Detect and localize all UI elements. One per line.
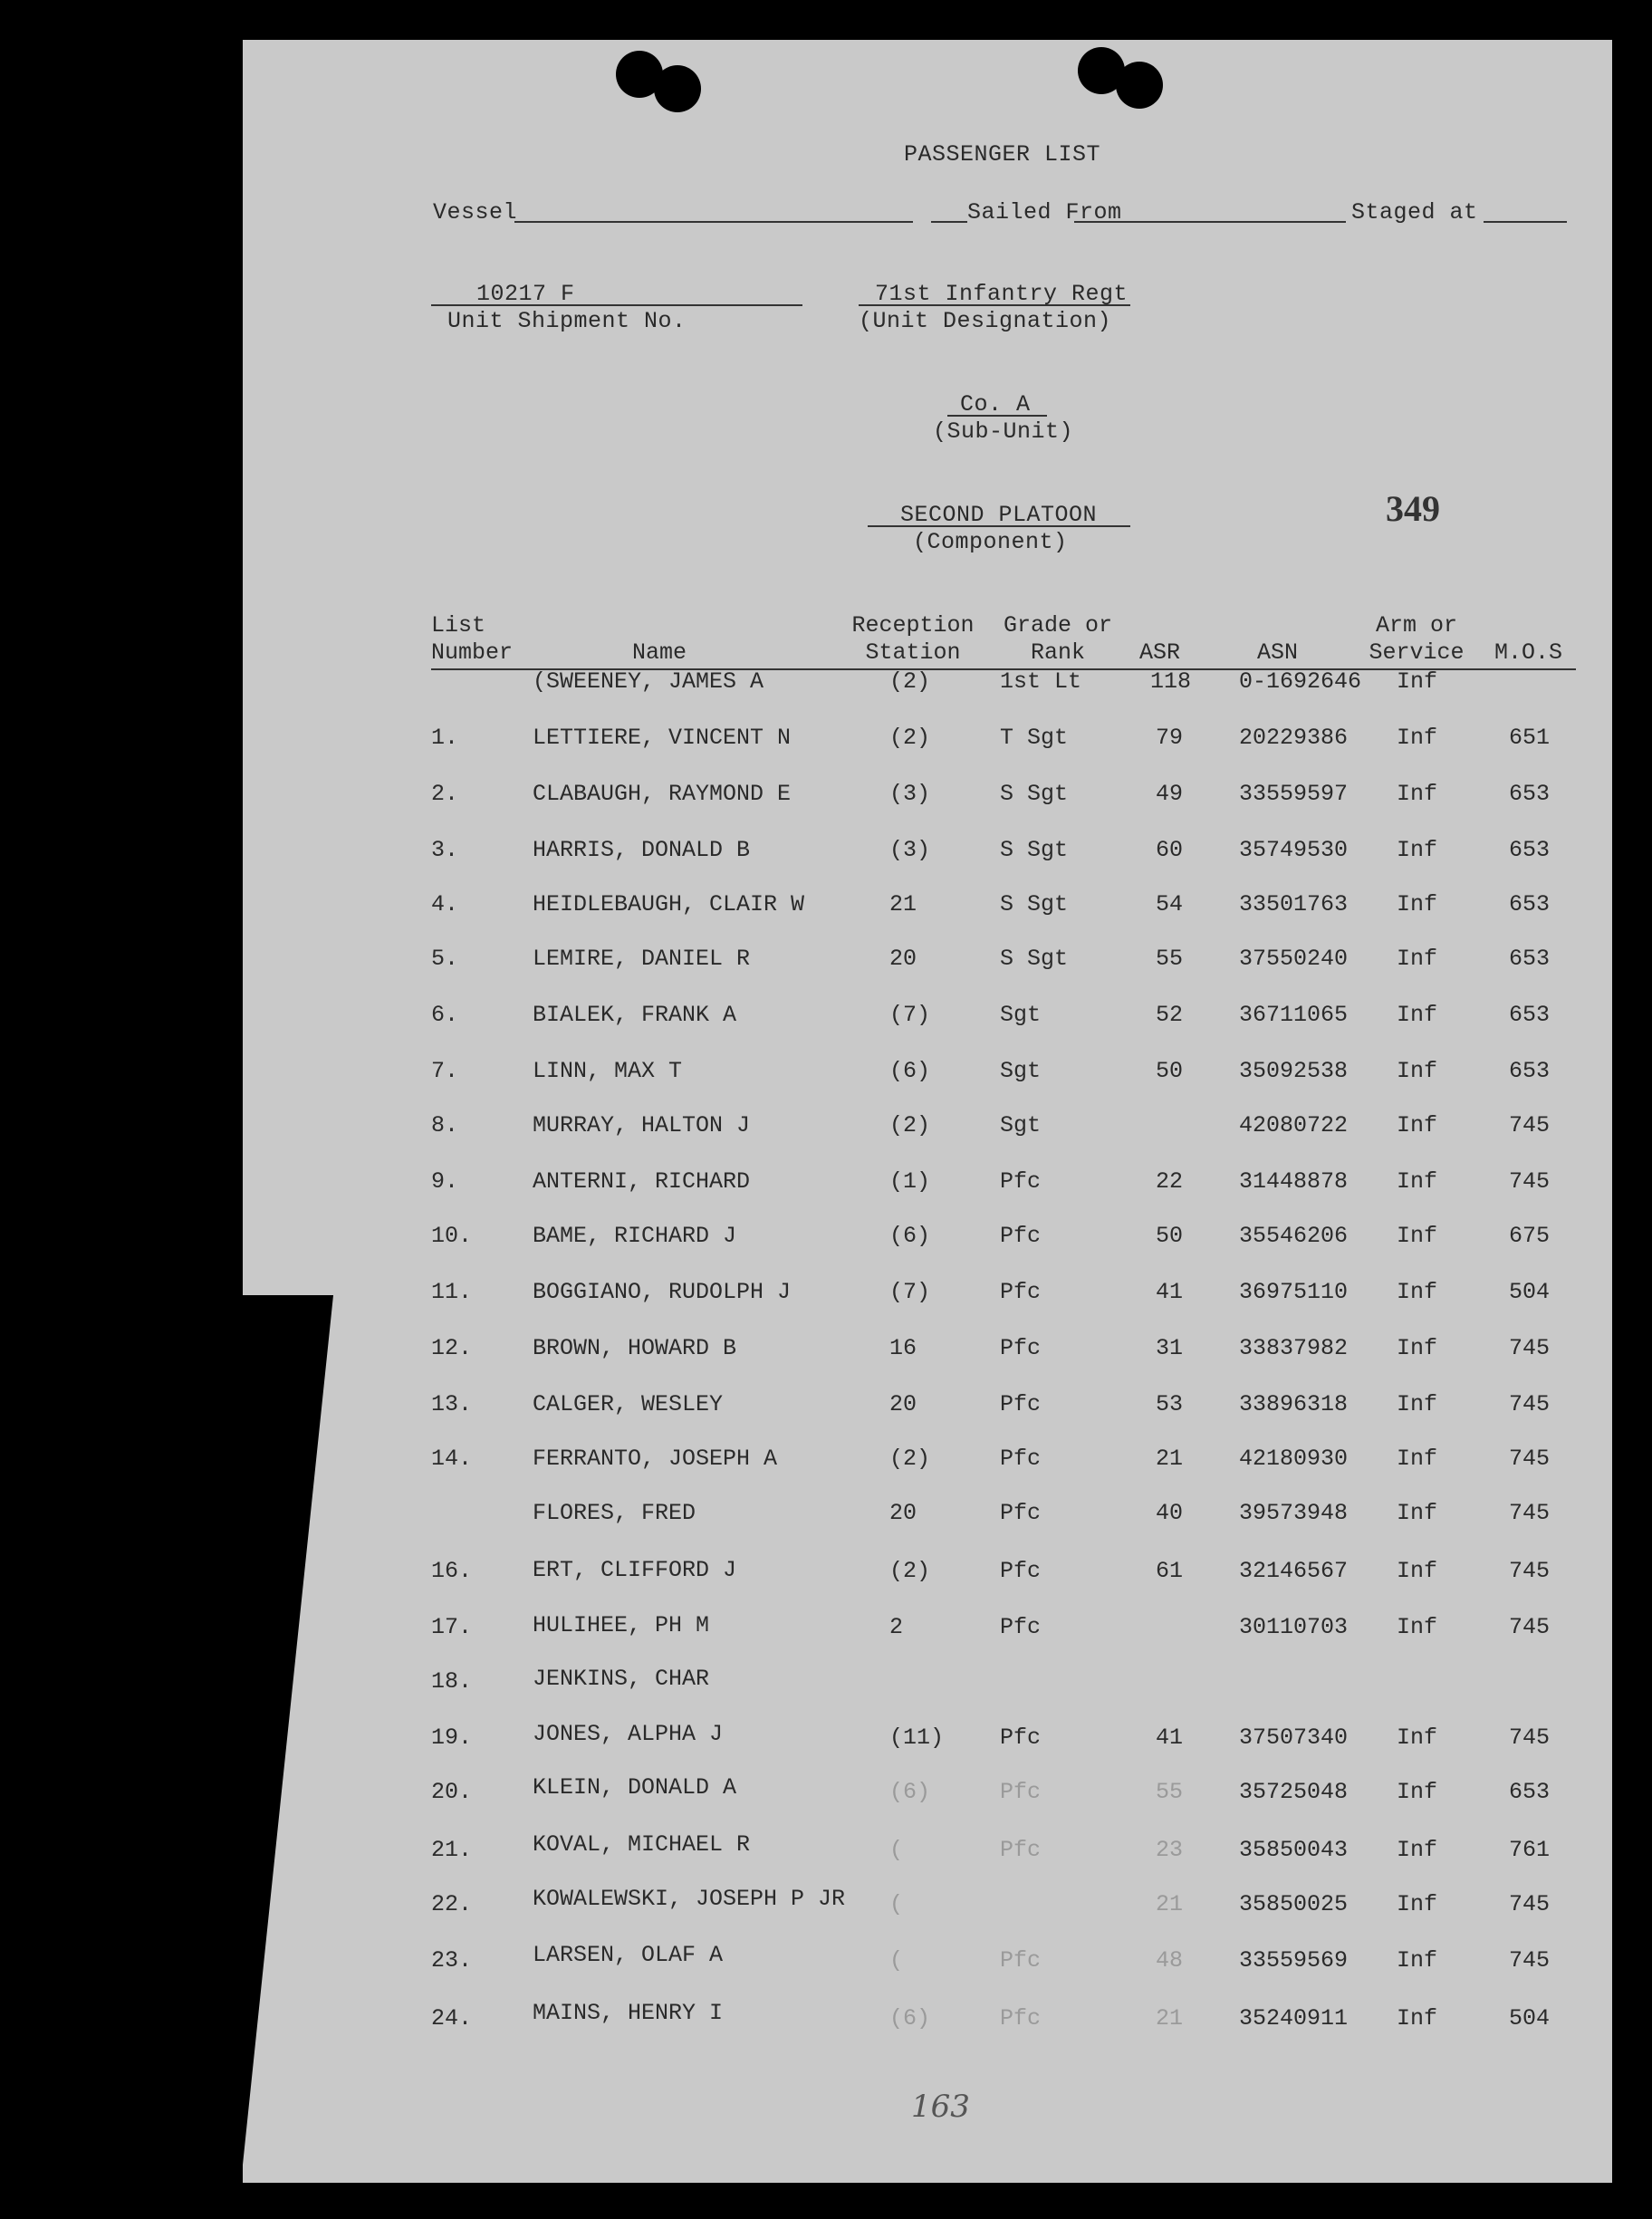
row-mos: 745	[1509, 1112, 1551, 1138]
row-asr: 79	[1156, 725, 1184, 751]
row-asn: 20229386	[1239, 725, 1349, 751]
row-asr: 21	[1156, 2005, 1184, 2032]
vessel-line-2	[931, 221, 967, 223]
row-asr: 61	[1156, 1558, 1184, 1584]
row-number: 16.	[431, 1558, 473, 1584]
row-name: BIALEK, FRANK A	[533, 1002, 737, 1028]
page-number: 349	[1386, 488, 1440, 529]
row-station: (6)	[889, 1223, 931, 1249]
row-number: 3.	[431, 837, 459, 863]
row-arm: Inf	[1397, 1391, 1438, 1417]
table-row	[243, 1223, 1612, 1259]
row-name: KOVAL, MICHAEL R	[533, 1831, 751, 1858]
row-asn: 33837982	[1239, 1335, 1349, 1361]
row-mos: 653	[1509, 891, 1551, 917]
table-row	[243, 1614, 1612, 1650]
row-number: 8.	[431, 1112, 459, 1138]
row-asn: 33559569	[1239, 1947, 1349, 1974]
row-asr: 50	[1156, 1058, 1184, 1084]
row-name: BROWN, HOWARD B	[533, 1335, 737, 1361]
row-arm: Inf	[1397, 837, 1438, 863]
header-list-number: List Number	[431, 612, 514, 666]
row-mos: 745	[1509, 1168, 1551, 1195]
row-asn: 42080722	[1239, 1112, 1349, 1138]
row-station: (	[889, 1947, 904, 1974]
row-name: HULIHEE, PH M	[533, 1612, 710, 1638]
table-row	[243, 1886, 1612, 1927]
row-station: 2	[889, 1614, 904, 1640]
row-name: LETTIERE, VINCENT N	[533, 725, 792, 751]
row-mos: 651	[1509, 725, 1551, 751]
table-row	[243, 1500, 1612, 1536]
row-rank: Pfc	[1000, 1446, 1042, 1472]
row-name: BOGGIANO, RUDOLPH J	[533, 1279, 792, 1305]
component-line	[868, 525, 1130, 527]
punch-hole-left-2	[654, 65, 701, 112]
row-asn: 33896318	[1239, 1391, 1349, 1417]
unit-shipment-label: Unit Shipment No.	[447, 308, 687, 334]
row-asr: 50	[1156, 1223, 1184, 1249]
officer-asn: 0-1692646	[1239, 668, 1362, 695]
row-arm: Inf	[1397, 946, 1438, 972]
row-rank: S Sgt	[1000, 837, 1069, 863]
row-station: (7)	[889, 1279, 931, 1305]
table-row	[243, 1279, 1612, 1315]
row-arm: Inf	[1397, 1614, 1438, 1640]
row-asr: 55	[1156, 946, 1184, 972]
sailed-from-label: Sailed From	[967, 199, 1122, 226]
row-asr: 40	[1156, 1500, 1184, 1526]
header-name: Name	[632, 639, 687, 666]
table-row	[243, 1668, 1612, 1705]
officer-name: (SWEENEY, JAMES A	[533, 668, 764, 695]
row-arm: Inf	[1397, 891, 1438, 917]
table-row	[243, 1335, 1612, 1371]
row-number: 24.	[431, 2005, 473, 2032]
row-arm: Inf	[1397, 1947, 1438, 1974]
row-number: 18.	[431, 1668, 473, 1695]
row-mos: 675	[1509, 1223, 1551, 1249]
unit-shipment-line	[431, 304, 802, 306]
folded-corner	[243, 1295, 333, 2165]
row-station: (6)	[889, 1779, 931, 1805]
row-mos: 745	[1509, 1947, 1551, 1974]
row-station: (2)	[889, 1558, 931, 1584]
row-mos: 745	[1509, 1446, 1551, 1472]
row-asr: 49	[1156, 781, 1184, 807]
row-station: (1)	[889, 1168, 931, 1195]
row-rank: Pfc	[1000, 2005, 1042, 2032]
row-rank: Pfc	[1000, 1724, 1042, 1751]
sailed-from-line	[1074, 221, 1346, 223]
row-number: 14.	[431, 1446, 473, 1472]
row-station: (	[889, 1891, 904, 1917]
table-row	[243, 891, 1612, 927]
row-mos: 653	[1509, 1002, 1551, 1028]
row-name: KOWALEWSKI, JOSEPH P JR	[533, 1886, 846, 1912]
row-asn: 35546206	[1239, 1223, 1349, 1249]
row-name: CLABAUGH, RAYMOND E	[533, 781, 792, 807]
document-page	[243, 40, 1612, 2183]
row-asn: 37507340	[1239, 1724, 1349, 1751]
row-arm: Inf	[1397, 1891, 1438, 1917]
handwritten-page-number: 163	[911, 2089, 970, 2125]
row-asn: 30110703	[1239, 1614, 1349, 1640]
table-row	[243, 1774, 1612, 1815]
row-asn: 35850043	[1239, 1837, 1349, 1863]
row-asr: 48	[1156, 1947, 1184, 1974]
component-label: (Component)	[913, 529, 1068, 555]
header-mos: M.O.S	[1494, 639, 1563, 666]
row-number: 6.	[431, 1002, 459, 1028]
row-asn: 35092538	[1239, 1058, 1349, 1084]
row-station: 20	[889, 946, 917, 972]
row-mos: 653	[1509, 837, 1551, 863]
officer-row	[243, 668, 1612, 705]
row-number: 19.	[431, 1724, 473, 1751]
row-arm: Inf	[1397, 725, 1438, 751]
row-asn: 37550240	[1239, 946, 1349, 972]
row-arm: Inf	[1397, 2005, 1438, 2032]
row-asr: 23	[1156, 1837, 1184, 1863]
table-row	[243, 837, 1612, 873]
row-arm: Inf	[1397, 1837, 1438, 1863]
row-rank: S Sgt	[1000, 946, 1069, 972]
row-mos: 745	[1509, 1558, 1551, 1584]
row-asn: 36975110	[1239, 1279, 1349, 1305]
row-rank: Pfc	[1000, 1837, 1042, 1863]
row-number: 5.	[431, 946, 459, 972]
row-name: LARSEN, OLAF A	[533, 1942, 724, 1968]
row-number: 4.	[431, 891, 459, 917]
row-number: 12.	[431, 1335, 473, 1361]
header-grade-rank: Grade or Rank	[1003, 612, 1113, 666]
row-rank: Pfc	[1000, 1558, 1042, 1584]
row-asn: 39573948	[1239, 1500, 1349, 1526]
table-row	[243, 725, 1612, 761]
unit-designation-label: (Unit Designation)	[859, 308, 1112, 334]
row-mos: 653	[1509, 1058, 1551, 1084]
row-asn: 35749530	[1239, 837, 1349, 863]
officer-station: (2)	[889, 668, 931, 695]
table-row	[243, 1391, 1612, 1427]
row-rank: Pfc	[1000, 1391, 1042, 1417]
row-station: (11)	[889, 1724, 945, 1751]
row-arm: Inf	[1397, 1279, 1438, 1305]
row-name: KLEIN, DONALD A	[533, 1774, 737, 1801]
row-arm: Inf	[1397, 1223, 1438, 1249]
row-station: 21	[889, 891, 917, 917]
row-number: 7.	[431, 1058, 459, 1084]
row-asn: 42180930	[1239, 1446, 1349, 1472]
table-row	[243, 1558, 1612, 1594]
row-number: 11.	[431, 1279, 473, 1305]
row-rank: Pfc	[1000, 1614, 1042, 1640]
row-asn: 35240911	[1239, 2005, 1349, 2032]
row-mos: 653	[1509, 1779, 1551, 1805]
component: SECOND PLATOON	[900, 502, 1098, 528]
row-asn: 35725048	[1239, 1779, 1349, 1805]
row-station: (	[889, 1837, 904, 1863]
row-arm: Inf	[1397, 1168, 1438, 1195]
table-row	[243, 1942, 1612, 1984]
row-mos: 761	[1509, 1837, 1551, 1863]
row-asr: 31	[1156, 1335, 1184, 1361]
row-mos: 745	[1509, 1614, 1551, 1640]
row-mos: 745	[1509, 1891, 1551, 1917]
table-row	[243, 1446, 1612, 1482]
staged-at-label: Staged at	[1351, 199, 1478, 226]
row-number: 23.	[431, 1947, 473, 1974]
row-number: 17.	[431, 1614, 473, 1640]
officer-asr: 118	[1150, 668, 1192, 695]
sub-unit-label: (Sub-Unit)	[933, 418, 1074, 445]
row-asr: 54	[1156, 891, 1184, 917]
row-asr: 22	[1156, 1168, 1184, 1195]
row-rank: Sgt	[1000, 1112, 1042, 1138]
row-number: 22.	[431, 1891, 473, 1917]
row-arm: Inf	[1397, 1724, 1438, 1751]
header-asn: ASN	[1257, 639, 1299, 666]
table-row	[243, 1831, 1612, 1873]
table-row	[243, 1721, 1612, 1761]
row-name: FERRANTO, JOSEPH A	[533, 1446, 778, 1472]
row-number: 9.	[431, 1168, 459, 1195]
vessel-label: Vessel	[433, 199, 518, 226]
row-rank: S Sgt	[1000, 891, 1069, 917]
row-arm: Inf	[1397, 1779, 1438, 1805]
row-asr: 41	[1156, 1724, 1184, 1751]
sub-unit-line	[947, 415, 1047, 417]
table-row	[243, 1112, 1612, 1148]
row-station: 16	[889, 1335, 917, 1361]
row-rank: Pfc	[1000, 1279, 1042, 1305]
table-row	[243, 1002, 1612, 1038]
row-name: LEMIRE, DANIEL R	[533, 946, 751, 972]
row-name: JONES, ALPHA J	[533, 1721, 724, 1747]
row-arm: Inf	[1397, 1558, 1438, 1584]
vessel-line	[514, 221, 913, 223]
row-asr: 21	[1156, 1891, 1184, 1917]
row-station: (6)	[889, 1058, 931, 1084]
row-mos: 653	[1509, 781, 1551, 807]
punch-hole-right-2	[1116, 62, 1163, 109]
row-station: 20	[889, 1391, 917, 1417]
row-asn: 33559597	[1239, 781, 1349, 807]
row-name: CALGER, WESLEY	[533, 1391, 724, 1417]
table-row	[243, 781, 1612, 817]
row-asr: 41	[1156, 1279, 1184, 1305]
row-name: HARRIS, DONALD B	[533, 837, 751, 863]
unit-shipment-number: 10217 F	[476, 281, 575, 307]
row-number: 2.	[431, 781, 459, 807]
row-rank: Pfc	[1000, 1500, 1042, 1526]
unit-designation-line	[859, 304, 1130, 306]
row-mos: 745	[1509, 1335, 1551, 1361]
row-asr: 52	[1156, 1002, 1184, 1028]
row-name: ERT, CLIFFORD J	[533, 1557, 737, 1583]
officer-rank: 1st Lt	[1000, 668, 1082, 695]
row-asr: 55	[1156, 1779, 1184, 1805]
row-number: 21.	[431, 1837, 473, 1863]
table-row	[243, 946, 1612, 982]
row-asn: 33501763	[1239, 891, 1349, 917]
header-asr: ASR	[1139, 639, 1181, 666]
row-mos: 653	[1509, 946, 1551, 972]
table-row	[243, 2000, 1612, 2041]
row-mos: 745	[1509, 1724, 1551, 1751]
row-station: (2)	[889, 1112, 931, 1138]
row-number: 10.	[431, 1223, 473, 1249]
row-name: LINN, MAX T	[533, 1058, 683, 1084]
row-asn: 32146567	[1239, 1558, 1349, 1584]
row-mos: 745	[1509, 1391, 1551, 1417]
row-arm: Inf	[1397, 1446, 1438, 1472]
row-number: 13.	[431, 1391, 473, 1417]
unit-designation: 71st Infantry Regt	[875, 281, 1129, 307]
row-name: ANTERNI, RICHARD	[533, 1168, 751, 1195]
row-arm: Inf	[1397, 781, 1438, 807]
row-mos: 745	[1509, 1500, 1551, 1526]
row-station: (3)	[889, 837, 931, 863]
row-asr: 60	[1156, 837, 1184, 863]
header-reception-station: Reception Station	[851, 612, 975, 666]
row-number: 20.	[431, 1779, 473, 1805]
row-asn: 31448878	[1239, 1168, 1349, 1195]
row-arm: Inf	[1397, 1112, 1438, 1138]
row-station: (7)	[889, 1002, 931, 1028]
row-mos: 504	[1509, 2005, 1551, 2032]
row-name: MURRAY, HALTON J	[533, 1112, 751, 1138]
staged-at-line	[1484, 221, 1567, 223]
row-rank: Pfc	[1000, 1779, 1042, 1805]
row-name: MAINS, HENRY I	[533, 2000, 724, 2026]
row-rank: Pfc	[1000, 1223, 1042, 1249]
row-arm: Inf	[1397, 1500, 1438, 1526]
row-arm: Inf	[1397, 1002, 1438, 1028]
row-rank: Pfc	[1000, 1168, 1042, 1195]
row-asn: 36711065	[1239, 1002, 1349, 1028]
row-station: (2)	[889, 725, 931, 751]
sub-unit: Co. A	[960, 391, 1031, 418]
document-title: PASSENGER LIST	[904, 141, 1101, 168]
row-station: (6)	[889, 2005, 931, 2032]
row-rank: S Sgt	[1000, 781, 1069, 807]
header-arm-service: Arm or Service	[1369, 612, 1465, 666]
row-asn: 35850025	[1239, 1891, 1349, 1917]
row-rank: Sgt	[1000, 1058, 1042, 1084]
row-rank: Pfc	[1000, 1335, 1042, 1361]
row-rank: T Sgt	[1000, 725, 1069, 751]
row-asr: 53	[1156, 1391, 1184, 1417]
row-rank: Sgt	[1000, 1002, 1042, 1028]
row-mos: 504	[1509, 1279, 1551, 1305]
row-name: HEIDLEBAUGH, CLAIR W	[533, 891, 805, 917]
table-row	[243, 1168, 1612, 1205]
row-rank: Pfc	[1000, 1947, 1042, 1974]
row-station: (3)	[889, 781, 931, 807]
row-arm: Inf	[1397, 1335, 1438, 1361]
officer-arm: Inf	[1397, 668, 1438, 695]
row-name: JENKINS, CHAR	[533, 1666, 710, 1692]
row-name: FLORES, FRED	[533, 1500, 696, 1526]
row-station: (2)	[889, 1446, 931, 1472]
row-asr: 21	[1156, 1446, 1184, 1472]
row-number: 1.	[431, 725, 459, 751]
row-name: BAME, RICHARD J	[533, 1223, 737, 1249]
row-station: 20	[889, 1500, 917, 1526]
row-arm: Inf	[1397, 1058, 1438, 1084]
table-row	[243, 1058, 1612, 1094]
